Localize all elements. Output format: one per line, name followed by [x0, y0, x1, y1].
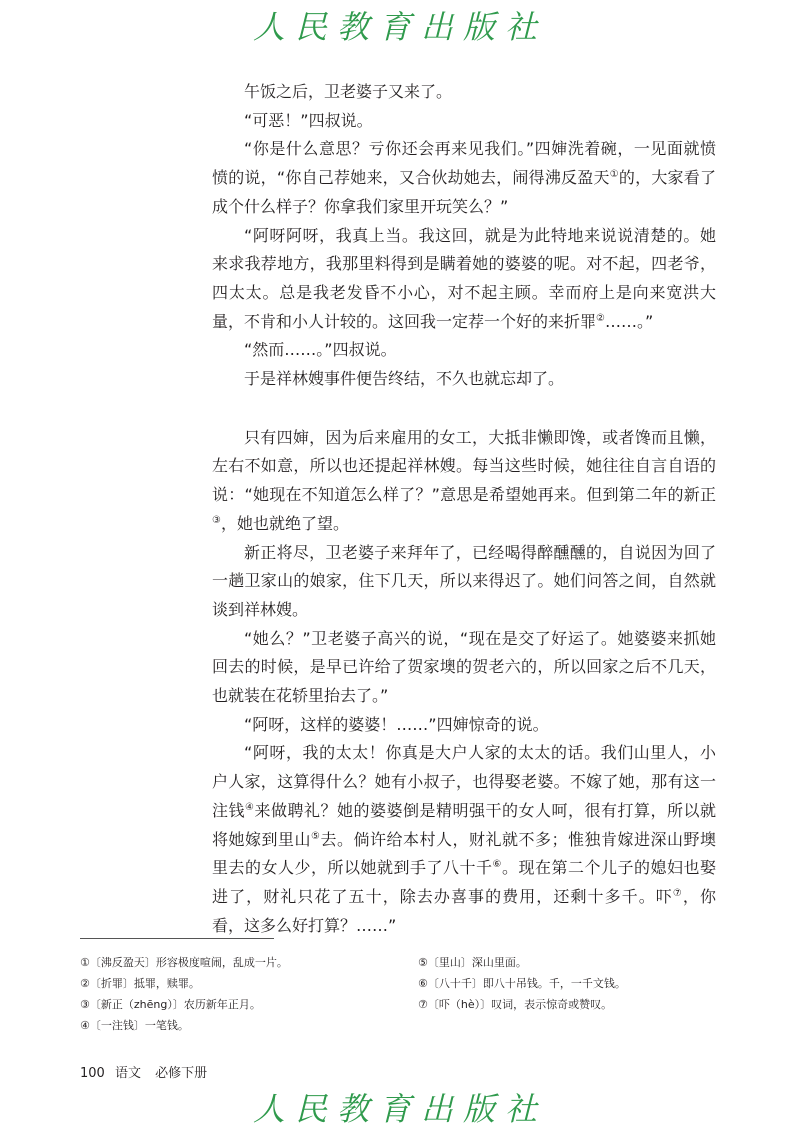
subject-label: 语文: [114, 1066, 141, 1081]
paragraph-text: “阿呀阿呀，我真上当。我这回，就是为此特地来说说清楚的。她来求我荐地方，我那里料得到是瞒着她的婆婆的呢。对不起，四老爷，四太太。总是我老发昏不小心，对不起主顾。幸而府上是向来宽洪大量，不肯和小人计较的。这回我一定荐一个好的来折罪: [212, 225, 716, 331]
paragraph: [212, 424, 716, 539]
story-text: [212, 78, 716, 940]
footnote-marker[interactable]: ③: [212, 514, 221, 526]
paragraph: [212, 739, 716, 940]
paragraph-text: 午饭之后，卫老婆子又来了。: [244, 82, 453, 101]
book-label: 必修下册: [155, 1066, 208, 1081]
footnote-item: ⑦〔吓（hè）〕叹词，表示惊奇或赞叹。: [418, 998, 613, 1011]
footnote-item: ③〔新正（zhēng）〕农历新年正月。: [80, 998, 261, 1011]
paragraph-text: ，你看，这多么好打算？……”: [212, 886, 716, 935]
page-footer: [80, 1062, 207, 1081]
footnote-item: ④〔一注钱〕一笔钱。: [80, 1019, 189, 1032]
paragraph-text: 于是祥林嫂事件便告终结，不久也就忘却了。: [244, 369, 565, 389]
paragraph-text: “阿呀，这样的婆婆！……”四婶惊奇的说。: [244, 714, 549, 734]
publisher-logo-top: 人民教育出版社: [252, 8, 547, 46]
footnote-marker[interactable]: ①: [609, 169, 619, 181]
paragraph: [212, 222, 716, 337]
paragraph-text: 去。倘许给本村人，财礼就不多；惟独肯嫁进深山野墺里去的女人少，所以她就到手了八十千: [212, 829, 716, 878]
paragraph-text: ，她也就绝了望。: [220, 513, 349, 533]
footnote-marker[interactable]: ④: [245, 801, 255, 813]
footnote-item: ⑥〔八十千〕即八十吊钱。千，一千文钱。: [418, 977, 626, 990]
footnote-marker[interactable]: ⑥: [492, 859, 502, 871]
paragraph: [212, 135, 716, 221]
paragraph: [212, 336, 716, 365]
paragraph-text: 的，大家看了成个什么样子？你拿我们家里开玩笑么？”: [212, 168, 716, 216]
paragraph-text: “然而……。”四叔说。: [244, 340, 397, 360]
footnote-item: ①〔沸反盈天〕形容极度喧闹，乱成一片。: [80, 956, 288, 969]
paragraph-text: “你是什么意思？亏你还会再来见我们。”四婶洗着碗，一见面就愤愤的说，“你自己荐她来，又合伙劫她去，闹得沸反盈天: [212, 139, 716, 188]
footnote-item: ②〔折罪〕抵罪，赎罪。: [80, 977, 200, 990]
paragraph: [212, 711, 716, 740]
paragraph-text: 新正将尽，卫老婆子来拜年了，已经喝得醉醺醺的，自说因为回了一趟卫家山的娘家，住下几天，所以来得迟了。她们问答之间，自然就谈到祥林嫂。: [212, 542, 716, 619]
paragraph: [212, 625, 716, 711]
paragraph-text: “阿呀，我的太太！你真是大户人家的太太的话。我们山里人，小户人家，这算得什么？她有小叔子，也得娶老婆。不嫁了她，那有这一注钱: [212, 743, 716, 820]
footnote-marker[interactable]: ②: [596, 312, 605, 324]
footnote-marker[interactable]: ⑦: [672, 887, 683, 899]
footnote-rule: [80, 938, 274, 939]
publisher-logo-bottom: 人民教育出版社: [252, 1090, 547, 1128]
paragraph: [212, 78, 716, 107]
paragraph-text: 。现在第二个儿子的媳妇也娶进了，财礼只花了五十，除去办喜事的费用，还剩十多千。吓: [212, 858, 716, 906]
paragraph: [212, 539, 716, 625]
paragraph: [212, 107, 716, 136]
footnote-item: ⑤〔里山〕深山里面。: [418, 956, 527, 969]
page-number: 100: [80, 1066, 105, 1081]
paragraph-text: “可恶！”四叔说。: [244, 110, 373, 130]
footnote-marker[interactable]: ⑤: [311, 830, 321, 842]
paragraph-text: 只有四婶，因为后来雇用的女工，大抵非懒即馋，或者馋而且懒，左右不如意，所以也还提起祥林嫂。每当这些时候，她往往自言自语的说：“她现在不知道怎么样了？”意思是希望她再来。但到第二年的新正: [212, 427, 716, 505]
paragraph-text: “她么？”卫老婆子高兴的说，“现在是交了好运了。她婆婆来抓她回去的时候，是早已许给了贺家墺的贺老六的，所以回家之后不几天，也就装在花轿里抬去了。”: [212, 628, 716, 706]
footnotes-left: [80, 952, 410, 1036]
footnotes-right: [418, 952, 738, 1015]
paragraph: [212, 365, 716, 394]
paragraph-text: ……。”: [604, 311, 654, 331]
paragraph-text: 来做聘礼？她的婆婆倒是精明强干的女人呵，很有打算，所以就将她嫁到里山: [212, 800, 716, 849]
